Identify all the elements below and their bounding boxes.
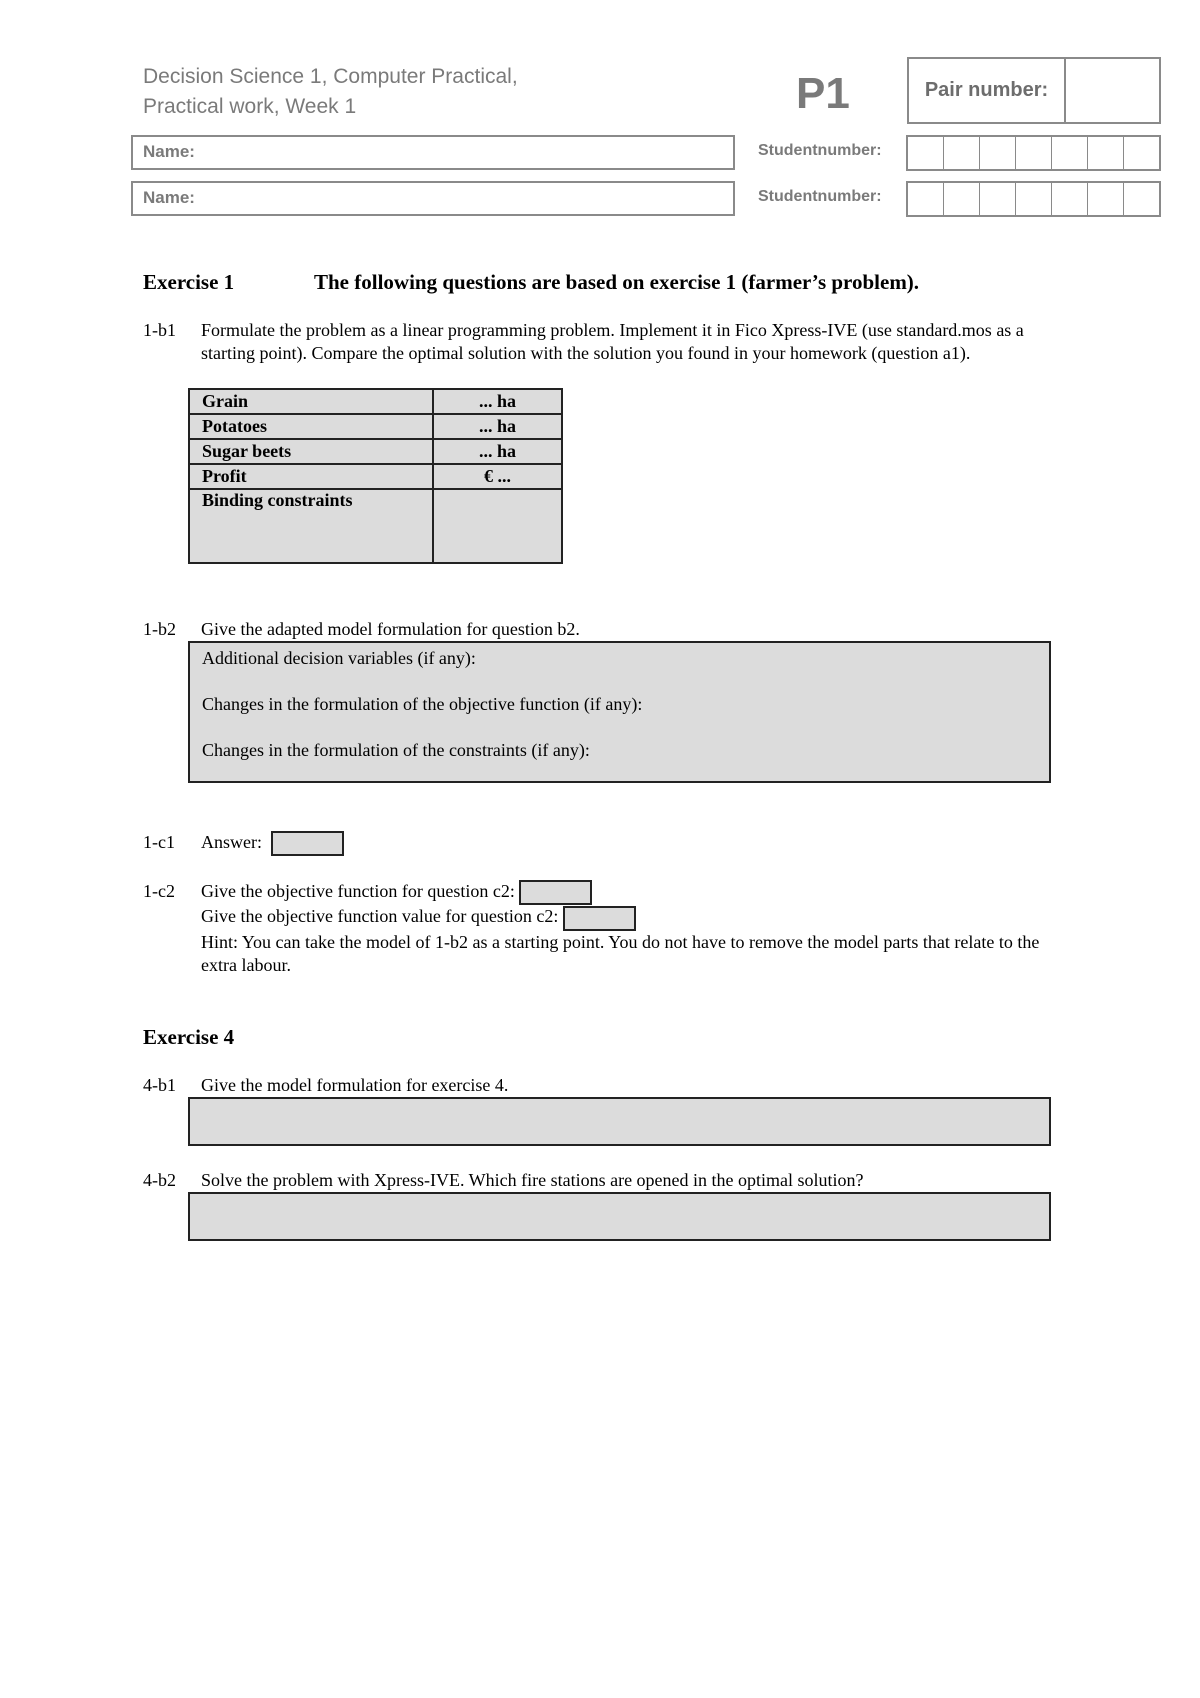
- row-value[interactable]: € ...: [433, 464, 562, 489]
- digit-cell[interactable]: [1016, 137, 1052, 169]
- question-number-1-c1: 1-c1: [143, 832, 175, 852]
- digit-cell[interactable]: [944, 137, 980, 169]
- digit-cell[interactable]: [1124, 137, 1159, 169]
- studentnumber-label-1: Studentnumber:: [758, 142, 882, 159]
- result-table: [188, 388, 563, 564]
- question-text-1-c1: [201, 831, 1071, 856]
- question-text-1-b1: Formulate the problem as a linear programming problem. Implement it in Fico Xpress-IVE (use standard.mos as a starting point). Compare the optimal solution with the solution you found in your homework (question a1).: [201, 320, 1024, 363]
- row-label: Profit: [189, 464, 433, 489]
- exercise-4-heading: Exercise 4: [143, 1025, 235, 1049]
- row-label: Binding constraints: [189, 489, 433, 563]
- question-text-1-c2: [201, 880, 1071, 977]
- objective-function-line: [201, 880, 1071, 905]
- question-number-1-b1: 1-b1: [143, 320, 176, 340]
- row-label: Potatoes: [189, 414, 433, 439]
- pair-number-field[interactable]: [1066, 59, 1159, 122]
- row-value[interactable]: [433, 489, 562, 563]
- objective-function-label: Give the objective function for question c2:: [201, 881, 515, 901]
- box-line-objective: Changes in the formulation of the objective function (if any):: [202, 694, 643, 714]
- answer-box-4-b1[interactable]: [188, 1097, 1051, 1146]
- objective-value-label: Give the objective function value for question c2:: [201, 906, 559, 927]
- digit-cell[interactable]: [1124, 183, 1159, 215]
- practical-badge: P1: [796, 69, 850, 118]
- digit-cell[interactable]: [980, 183, 1016, 215]
- answer-field-1-c1[interactable]: [271, 831, 344, 856]
- question-number-4-b1: 4-b1: [143, 1075, 176, 1095]
- digit-cell[interactable]: [980, 137, 1016, 169]
- row-label: Grain: [189, 389, 433, 414]
- name-field-2[interactable]: [131, 181, 735, 216]
- objective-function-field[interactable]: [519, 880, 592, 905]
- digit-cell[interactable]: [1016, 183, 1052, 215]
- question-number-4-b2: 4-b2: [143, 1170, 176, 1190]
- digit-cell[interactable]: [908, 183, 944, 215]
- pair-number-label: Pair number:: [909, 59, 1066, 122]
- name-field-1[interactable]: [131, 135, 735, 170]
- digit-cell[interactable]: [1088, 183, 1124, 215]
- box-line-constraints: Changes in the formulation of the constraints (if any):: [202, 740, 590, 760]
- table-row: [189, 414, 562, 439]
- row-value[interactable]: ... ha: [433, 439, 562, 464]
- studentnumber-cells-1[interactable]: [906, 135, 1161, 171]
- title-line-2: Practical work, Week 1: [143, 95, 357, 118]
- model-formulation-box[interactable]: [188, 641, 1051, 783]
- objective-value-line: [201, 905, 1071, 930]
- name-label: Name:: [143, 142, 195, 161]
- question-number-1-b2: 1-b2: [143, 619, 176, 639]
- question-text-1-b2: Give the adapted model formulation for question b2.: [201, 619, 580, 639]
- digit-cell[interactable]: [908, 137, 944, 169]
- digit-cell[interactable]: [1052, 183, 1088, 215]
- document-title: [143, 62, 518, 122]
- table-row: [189, 489, 562, 563]
- row-value[interactable]: ... ha: [433, 389, 562, 414]
- digit-cell[interactable]: [944, 183, 980, 215]
- table-row: [189, 389, 562, 414]
- studentnumber-cells-2[interactable]: [906, 181, 1161, 217]
- row-label: Sugar beets: [189, 439, 433, 464]
- question-text-4-b2: Solve the problem with Xpress-IVE. Which fire stations are opened in the optimal solution?: [201, 1170, 864, 1190]
- box-line-variables: Additional decision variables (if any):: [202, 648, 476, 668]
- answer-box-4-b2[interactable]: [188, 1192, 1051, 1241]
- question-text-4-b1: Give the model formulation for exercise 4.: [201, 1075, 509, 1095]
- digit-cell[interactable]: [1052, 137, 1088, 169]
- exercise-1-subheading: The following questions are based on exercise 1 (farmer’s problem).: [314, 270, 920, 294]
- exercise-1-heading: Exercise 1: [143, 270, 235, 294]
- row-value[interactable]: ... ha: [433, 414, 562, 439]
- name-label: Name:: [143, 188, 195, 207]
- digit-cell[interactable]: [1088, 137, 1124, 169]
- title-line-1: Decision Science 1, Computer Practical,: [143, 65, 518, 88]
- pair-number-box: [907, 57, 1161, 124]
- answer-label: Answer:: [201, 832, 262, 852]
- table-row: [189, 464, 562, 489]
- table-row: [189, 439, 562, 464]
- objective-value-field[interactable]: [563, 906, 636, 931]
- studentnumber-label-2: Studentnumber:: [758, 188, 882, 205]
- hint-text: Hint: You can take the model of 1-b2 as a starting point. You do not have to remove the model parts that relate to the extra labour.: [201, 931, 1040, 975]
- question-number-1-c2: 1-c2: [143, 881, 175, 901]
